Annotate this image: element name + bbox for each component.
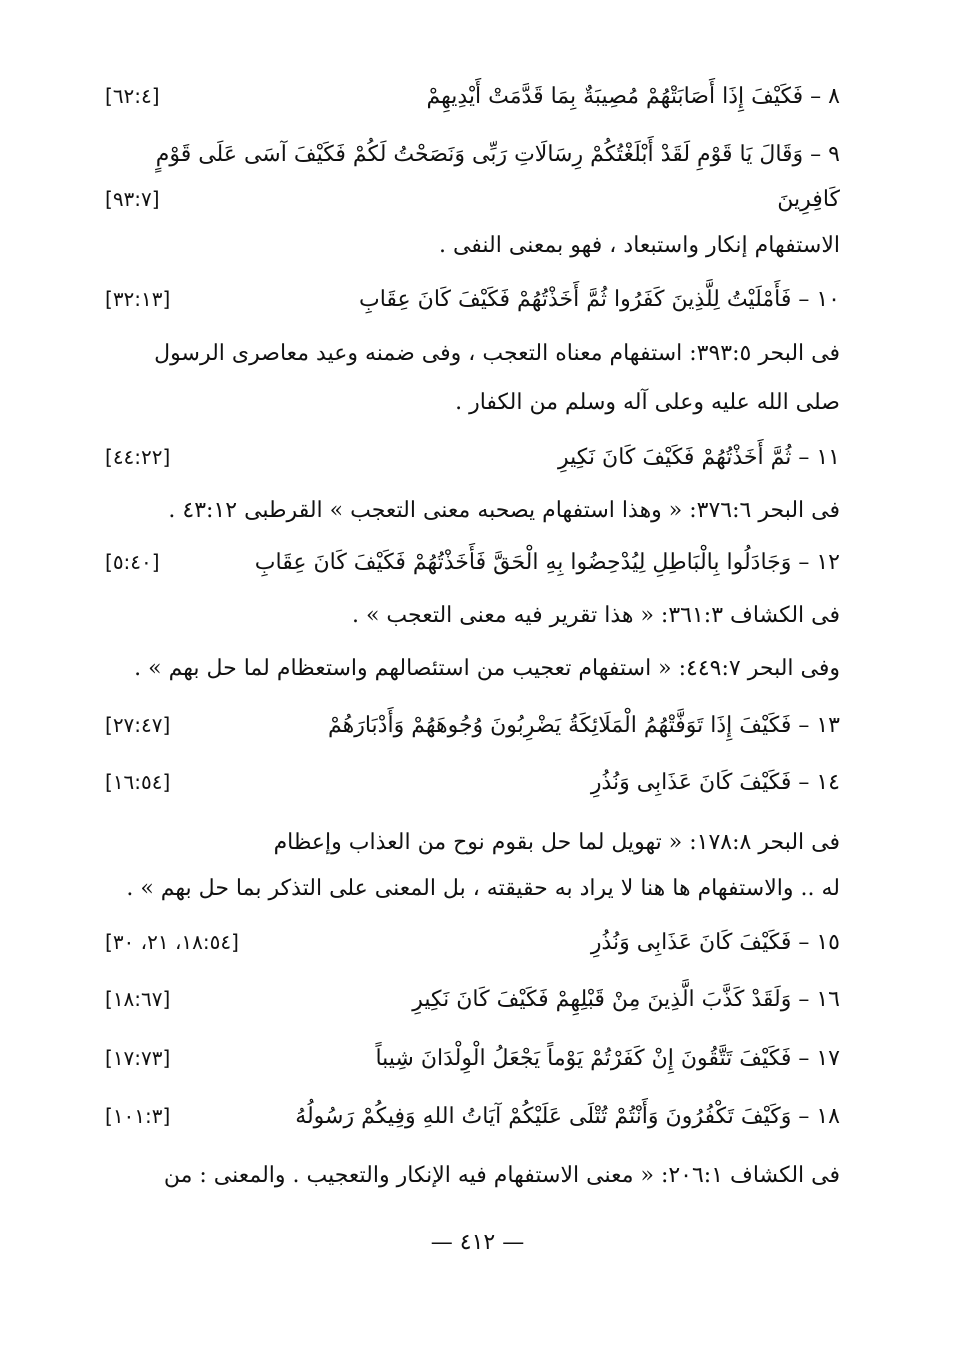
commentary-line [105, 233, 840, 258]
verse-reference: [١٠١:٣] [105, 1104, 171, 1128]
commentary-line [105, 830, 840, 855]
verse-line [105, 930, 840, 955]
verse-text: ١٤ – فَكَيْفَ كَانَ عَذَابِى وَنُذُرِ [590, 770, 840, 795]
verse-line [105, 713, 840, 738]
verse-line [105, 445, 840, 470]
commentary-line [105, 341, 840, 366]
commentary-line [105, 656, 840, 681]
commentary-text: فى البحر ٣٧٦:٦: « وهذا استفهام يصحبه معنى التعجب » القرطبى ٤٣:١٢ . [168, 498, 840, 523]
verse-reference: [٤٤:٢٢] [105, 445, 171, 469]
verse-line [105, 770, 840, 795]
verse-line [105, 287, 840, 312]
verse-text: كَافِرِينَ [777, 187, 840, 212]
commentary-text: الاستفهام إنكار واستبعاد ، فهو بمعنى النفى . [438, 233, 840, 258]
verse-text: ١٥ – فَكَيْفَ كَانَ عَذَابِى وَنُذُرِ [590, 930, 840, 955]
verse-line [105, 142, 840, 167]
commentary-text: فى الكشاف ٣٦١:٣: « هذا تقرير فيه معنى التعجب » . [351, 603, 840, 628]
commentary-text: صلى الله عليه وعلى آله وسلم من الكفار . [455, 390, 840, 415]
commentary-line [105, 390, 840, 415]
verse-reference: [٦٢:٤] [105, 84, 160, 108]
commentary-line [105, 1163, 840, 1188]
verse-reference: [٣٢:١٣] [105, 287, 171, 311]
verse-line [105, 1046, 840, 1071]
verse-text: ٩ – وَقَالَ يَا قَوْمِ لَقَدْ أَبْلَغْتُكُمْ رِسَالَاتِ رَبِّى وَنَصَحْتُ لَكُمْ فَكَيْفَ آسَى عَلَى قَوْمٍ [155, 142, 840, 167]
commentary-text: فى البحر ٣٩٣:٥: استفهام معناه التعجب ، وفى ضمنه وعيد معاصرى الرسول [154, 341, 840, 366]
verse-reference: [٢٧:٤٧] [105, 713, 171, 737]
verse-reference: [١٧:٧٣] [105, 1046, 171, 1070]
verse-text: ١٠ – فَأَمْلَيْتُ لِلَّذِينَ كَفَرُوا ثُمَّ أَخَذْتُهُمْ فَكَيْفَ كَانَ عِقَابِ [359, 287, 840, 312]
verse-text: ١٧ – فَكَيْفَ تَتَّقُونَ إِنْ كَفَرْتُمْ يَوْماً يَجْعَلُ الْوِلْدَانَ شِيباً [375, 1046, 840, 1071]
commentary-text: فى الكشاف ٢٠٦:١: « معنى الاستفهام فيه الإنكار والتعجيب . والمعنى : من [163, 1163, 840, 1188]
verse-reference: [١٦:٥٤] [105, 770, 171, 794]
verse-text: ١٣ – فَكَيْفَ إِذَا تَوَفَّتْهُمُ الْمَلَائِكَةُ يَضْرِبُونَ وُجُوهَهُمْ وَأَدْبَارَهُمْ [327, 713, 840, 738]
commentary-text: له .. والاستفهام ها هنا لا يراد به حقيقته ، بل المعنى على التذكر بما حل بهم » . [126, 876, 840, 901]
verse-line [105, 550, 840, 575]
verse-text: ٨ – فَكَيْفَ إِذَا أَصَابَتْهُمْ مُصِيبَةٌ بِمَا قَدَّمَتْ أَيْدِيهِمْ [426, 84, 840, 109]
commentary-text: وفى البحر ٤٤٩:٧: « استفهام تعجيب من استئصالهم واستعظام لما حل بهم » . [134, 656, 840, 681]
verse-reference: [٩٣:٧] [105, 187, 160, 211]
verse-line [105, 1104, 840, 1129]
verse-text: ١٢ – وَجَادَلُوا بِالْبَاطِلِ لِيُدْحِضُوا بِهِ الْحَقَّ فَأَخَذْتُهُمْ فَكَيْفَ كَانَ عِقَابِ [254, 550, 840, 575]
verse-reference: [٥:٤٠] [105, 550, 160, 574]
verse-line [105, 84, 840, 109]
commentary-line [105, 603, 840, 628]
commentary-text: فى البحر ١٧٨:٨: « تهويل لما حل بقوم نوح من العذاب وإعظام [273, 830, 840, 855]
verse-line [105, 187, 840, 212]
verse-line [105, 987, 840, 1012]
verse-reference: [١٨:٦٧] [105, 987, 171, 1011]
commentary-line [105, 876, 840, 901]
commentary-line [105, 498, 840, 523]
verse-reference: [١٨:٥٤، ٢١، ٣٠] [105, 930, 239, 954]
verse-text: ١١ – ثُمَّ أَخَذْتُهُمْ فَكَيْفَ كَانَ نَكِيرِ [558, 445, 840, 470]
verse-text: ١٦ – وَلَقَدْ كَذَّبَ الَّذِينَ مِنْ قَبْلِهِمْ فَكَيْفَ كَانَ نَكِيرِ [412, 987, 840, 1012]
verse-text: ١٨ – وَكَيْفَ تَكْفُرُونَ وَأَنْتُمْ تُتْلَى عَلَيْكُمْ آيَاتُ اللهِ وَفِيكُمْ رَسُولُهُ [295, 1104, 840, 1129]
page-number: — ٤١٢ — [430, 1230, 525, 1255]
